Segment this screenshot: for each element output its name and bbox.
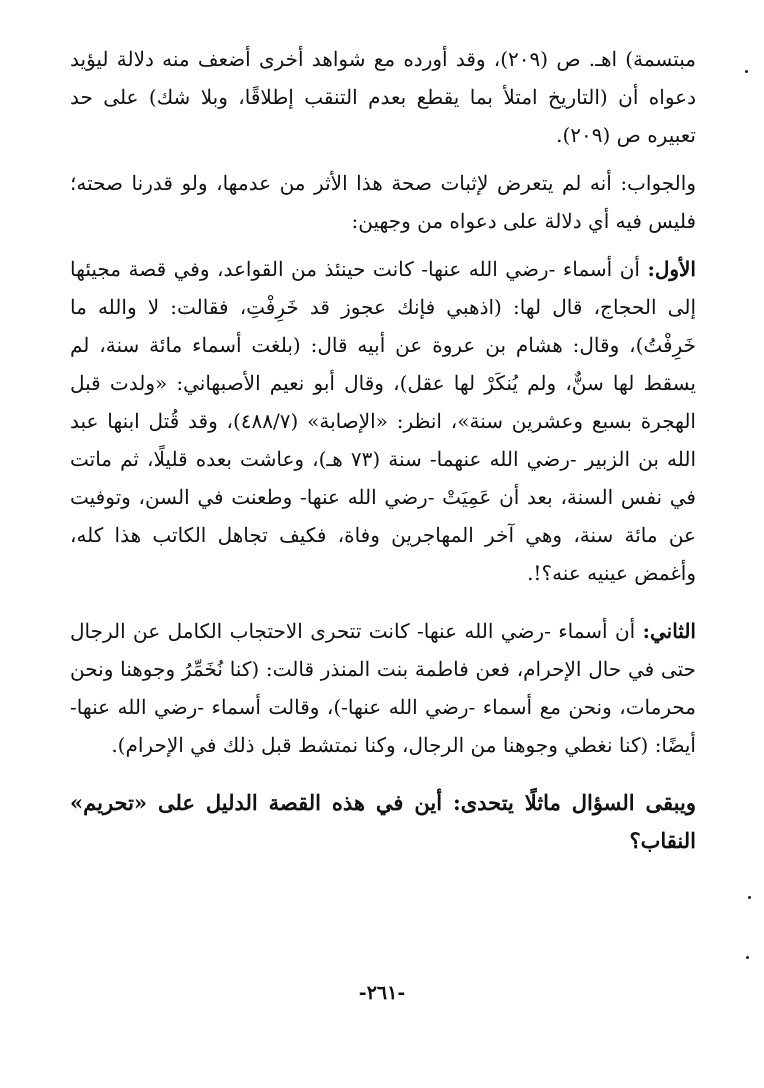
paragraph-text: ويبقى السؤال ماثلًا يتحدى: أين في هذه القصة الدليل على «تحريم» النقاب؟ <box>70 790 696 853</box>
paragraph-closing-question <box>70 784 696 860</box>
page-number: -٢٦١- <box>358 982 406 1004</box>
paragraph-intro <box>70 40 696 154</box>
paragraph-first-point <box>70 250 696 592</box>
paragraph-second-point <box>70 612 696 764</box>
paragraph-lead: الأول: <box>647 257 696 281</box>
paragraph-answer <box>70 164 696 240</box>
paragraph-text: والجواب: أنه لم يتعرض لإثبات صحة هذا الأثر من عدمها، ولو قدرنا صحته؛ فليس فيه أي دلالة على دعواه من وجهين: <box>70 171 696 233</box>
paragraph-text: أن أسماء -رضي الله عنها- كانت حينئذ من القواعد، وفي قصة مجيئها إلى الحجاج، قال لها: (اذهبي فإنك عجوز قد خَرِفْتِ، فقالت: لا والله ما خَرِفْتُ)، وقال: هشام بن عروة عن أبيه قال: (بلغت أسماء مائة سنة، لم يسقط لها سنٌّ، ولم يُنكَرْ لها عقل)، وقال أبو نعيم الأصبهاني: «ولدت قبل الهجرة بسبع وعشرين سنة»، انظر: «الإصابة» (٤٨٨/٧)، وقد قُتل ابنها عبد الله بن الزبير -رضي الله عنهما- سنة (٧٣ هـ)، وعاشت بعده قليلًا، ثم ماتت في نفس السنة، بعد أن عَمِيَتْ -رضي الله عنها- وطعنت في السن، وتوفيت عن مائة سنة، وهي آخر المهاجرين وفاة، فكيف تجاهل الكاتب هذا كله، وأغمض عينيه عنه؟!. <box>70 257 696 585</box>
body-text <box>70 40 696 860</box>
scan-speck <box>745 70 748 73</box>
scan-speck <box>748 896 751 899</box>
scan-speck <box>746 956 749 959</box>
paragraph-text: أن أسماء -رضي الله عنها- كانت تتحرى الاحتجاب الكامل عن الرجال حتى في حال الإحرام، فعن فاطمة بنت المنذر قالت: (كنا نُخَمِّرُ وجوهنا ونحن محرمات، ونحن مع أسماء -رضي الله عنها-)، وقالت أسماء -رضي الله عنها- أيضًا: (كنا نغطي وجوهنا من الرجال، وكنا نمتشط قبل ذلك في الإحرام). <box>70 619 696 757</box>
paragraph-lead: الثاني: <box>642 619 696 643</box>
paragraph-text: مبتسمة) اهـ. ص (٢٠٩)، وقد أورده مع شواهد أخرى أضعف منه دلالة ليؤيد دعواه أن (التاريخ امتلأ بما يقطع بعدم التنقب إطلاقًا، وبلا شك) على حد تعبيره ص (٢٠٩). <box>70 47 697 147</box>
